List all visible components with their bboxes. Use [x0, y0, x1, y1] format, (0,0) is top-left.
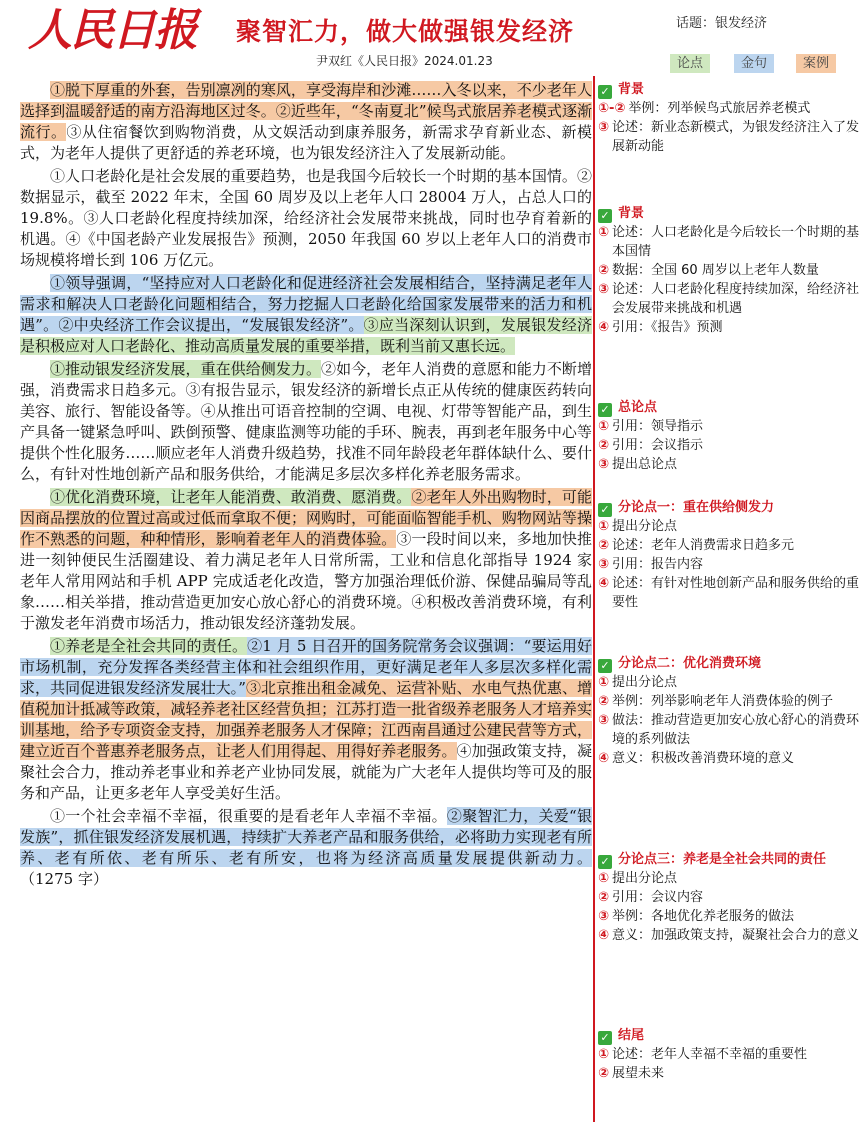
sidebar-item: [598, 926, 860, 945]
divider-line: [593, 76, 595, 1122]
sidebar-item: [598, 749, 860, 768]
sidebar-section: [598, 398, 860, 474]
item-text: 引用：《报告》预测: [612, 320, 723, 335]
item-text: 意义：加强政策支持，凝聚社会合力的意义: [612, 928, 860, 943]
checkmark-icon: ✓: [598, 855, 612, 869]
item-number: ①-②: [598, 101, 626, 116]
text-segment: ②如今，老年人消费的意愿和能力不断增强，消费需求日趋多元。③有报告显示，银发经济的新增长点正从传统的健康医药转向美容、旅行、智能设备等。④从推出可语音控制的空调、电视、灯带等智能产品，到生产具备一键紧急呼叫、跌倒预警、健康监测等功能的手环、腕表，再到老年服务中心等提供个性化服务……顺应老年人消费升级趋势，找准不同年龄段老年群体缺什么、要什么，有针对性地创新产品和服务供给，才能满足多层次多样化养老服务需求。: [20, 360, 592, 483]
sidebar-item: [598, 555, 860, 574]
item-text: 举例：各地优化养老服务的做法: [612, 909, 795, 924]
sidebar-section: [598, 80, 860, 156]
item-number: ②: [598, 263, 610, 278]
sidebar-section: [598, 1026, 860, 1083]
case-highlight: ③北京推出租金减免、运营补贴、水电气热优惠、增值税加计抵减等政策，减轻养老社区经营负担；江苏打造一批省级养老服务人才培养实训基地，给予专项资金支持，加强养老服务人才保障；江西南昌通过公建民营等方式，建立近百个普惠养老服务点，让老人们用得起、用得好养老服务。: [20, 679, 592, 760]
item-number: ③: [598, 713, 610, 728]
sidebar-section-heading: [598, 850, 860, 869]
byline: 尹双红《人民日报》2024.01.23: [316, 54, 493, 68]
article-paragraph: [20, 359, 592, 485]
case-highlight: ①脱下厚重的外套，告别凛冽的寒风，享受海岸和沙滩……入冬以来，不少老年人选择到温暖舒适的南方沿海地区过冬。②近些年，“冬南夏北”候鸟式旅居养老模式逐渐流行。: [20, 81, 592, 141]
sidebar-item: [598, 536, 860, 555]
item-text: 论述：有针对性地创新产品和服务供给的重要性: [612, 576, 860, 610]
sidebar-item: [598, 417, 860, 436]
sidebar-item: [598, 869, 860, 888]
sidebar-item: [598, 118, 860, 156]
item-text: 引用：会议内容: [612, 890, 704, 905]
sidebar-section-heading: [598, 398, 860, 417]
header: [0, 0, 866, 76]
item-number: ②: [598, 438, 610, 453]
text-segment: （1275 字）: [20, 870, 108, 888]
argument-highlight: ①养老是全社会共同的责任。: [50, 637, 248, 655]
item-text: 提出分论点: [612, 675, 678, 690]
checkmark-icon: ✓: [598, 503, 612, 517]
legend-case: 案例: [796, 54, 836, 73]
sidebar-item: [598, 1045, 860, 1064]
legend-argument: 论点: [670, 54, 710, 73]
item-text: 提出分论点: [612, 871, 678, 886]
sidebar-section-title: 背景: [618, 82, 645, 97]
item-number: ③: [598, 909, 610, 924]
item-number: ①: [598, 519, 610, 534]
item-text: 论述：新业态新模式，为银发经济注入了发展新动能: [612, 120, 860, 154]
sidebar-item: [598, 1064, 860, 1083]
item-number: ②: [598, 694, 610, 709]
item-number: ③: [598, 557, 610, 572]
newspaper-logo: 人民日报: [28, 5, 196, 56]
text-segment: ①人口老龄化是社会发展的重要趋势，也是我国今后较长一个时期的基本国情。②数据显示，截至 2022 年末，全国 60 周岁及以上老年人口 28004 万人，占总人口的 19.8%。③人口老龄化程度持续加深，给经济社会发展带来挑战，同时也孕育着新的机遇。④《中国老龄产业发展报告》预测，2050 年我国 60 岁以上老年人口的消费市场规模将增长到 106 万亿元。: [20, 167, 592, 269]
sidebar-item: [598, 318, 860, 337]
item-number: ①: [598, 225, 610, 240]
sidebar-item: [598, 455, 860, 474]
sidebar-section: [598, 654, 860, 768]
item-number: ④: [598, 928, 610, 943]
item-text: 提出总论点: [612, 457, 678, 472]
quote-highlight: ②1 月 5 日召开的国务院常务会议强调：“要运用好市场机制，充分发挥各类经营主体和社会组织作用，更好满足老年人多层次多样化需求，共同促进银发经济发展壮大。”: [20, 637, 592, 697]
sidebar-item: [598, 436, 860, 455]
sidebar-item: [598, 99, 860, 118]
sidebar-section-title: 分论点二：优化消费环境: [618, 656, 762, 671]
legend-quote: 金句: [734, 54, 774, 73]
sidebar-section-title: 背景: [618, 206, 645, 221]
article-paragraph: [20, 80, 592, 164]
item-number: ④: [598, 320, 610, 335]
item-number: ③: [598, 282, 610, 297]
checkmark-icon: ✓: [598, 1031, 612, 1045]
item-text: 做法：推动营造更加安心放心舒心的消费环境的系列做法: [612, 713, 860, 747]
item-number: ④: [598, 576, 610, 591]
item-text: 论述：老年人幸福不幸福的重要性: [612, 1047, 808, 1062]
sidebar-section-title: 结尾: [618, 1028, 645, 1043]
item-number: ①: [598, 1047, 610, 1062]
item-number: ①: [598, 419, 610, 434]
checkmark-icon: ✓: [598, 403, 612, 417]
article-title: 聚智汇力，做大做强银发经济: [236, 17, 575, 46]
item-number: ②: [598, 890, 610, 905]
article-paragraph: [20, 806, 592, 890]
topic-label: 话题：银发经济: [676, 16, 768, 31]
quote-highlight: ②聚智汇力，关爱“银发族”，抓住银发经济发展机遇，持续扩大养老产品和服务供给，必将助力实现老有所养、老有所依、老有所乐、老有所安，也将为经济高质量发展提供新动力。: [20, 807, 592, 867]
sidebar-item: [598, 261, 860, 280]
item-number: ③: [598, 120, 610, 135]
sidebar-item: [598, 711, 860, 749]
item-text: 引用：领导指示: [612, 419, 704, 434]
item-number: ②: [598, 1066, 610, 1081]
item-text: 引用：会议指示: [612, 438, 704, 453]
sidebar-section-heading: [598, 80, 860, 99]
argument-highlight: ①优化消费环境，让老年人能消费、敢消费、愿消费。: [50, 488, 412, 506]
article-paragraph: [20, 487, 592, 634]
argument-highlight: ①推动银发经济发展，重在供给侧发力。: [50, 360, 322, 378]
sidebar-section-heading: [598, 204, 860, 223]
sidebar-section-heading: [598, 1026, 860, 1045]
item-text: 举例：列举候鸟式旅居养老模式: [628, 101, 811, 116]
item-text: 数据：全国 60 周岁以上老年人数量: [612, 263, 819, 278]
checkmark-icon: ✓: [598, 659, 612, 673]
article-paragraph: [20, 166, 592, 271]
item-number: ④: [598, 751, 610, 766]
item-text: 举例：列举影响老年人消费体验的例子: [612, 694, 834, 709]
sidebar-item: [598, 673, 860, 692]
item-number: ①: [598, 675, 610, 690]
sidebar-item: [598, 888, 860, 907]
sidebar-section-title: 分论点三：养老是全社会共同的责任: [618, 852, 827, 867]
sidebar-item: [598, 223, 860, 261]
item-text: 论述：人口老龄化程度持续加深，给经济社会发展带来挑战和机遇: [612, 282, 860, 316]
sidebar-section-heading: [598, 498, 860, 517]
item-text: 提出分论点: [612, 519, 678, 534]
item-number: ②: [598, 538, 610, 553]
item-text: 论述：人口老龄化是今后较长一个时期的基本国情: [612, 225, 860, 259]
text-segment: ①一个社会幸福不幸福，很重要的是看老年人幸福不幸福。: [50, 807, 447, 825]
article-body: [20, 80, 592, 892]
sidebar-section: [598, 850, 860, 945]
sidebar-item: [598, 692, 860, 711]
case-highlight: ②老年人外出购物时，可能因商品摆放的位置过高或过低而拿取不便；网购时，可能面临智能手机、购物网站等操作不熟悉的问题，种种情形，影响着老年人的消费体验。: [20, 488, 592, 548]
text-segment: ④加强政策支持，凝聚社会合力，推动养老事业和养老产业协同发展，就能为广大老年人提供均等可及的服务和产品，让更多老年人享受美好生活。: [20, 742, 592, 802]
sidebar-item: [598, 574, 860, 612]
item-text: 展望未来: [612, 1066, 665, 1081]
sidebar-section: [598, 204, 860, 337]
sidebar-item: [598, 517, 860, 536]
item-text: 论述：老年人消费需求日趋多元: [612, 538, 795, 553]
article-paragraph: [20, 636, 592, 804]
checkmark-icon: ✓: [598, 209, 612, 223]
quote-highlight: ①领导强调，“坚持应对人口老龄化和促进经济社会发展相结合，坚持满足老年人需求和解决人口老龄化问题相结合，努力挖掘人口老龄化给国家发展带来的活力和机遇”。②中央经济工作会议提出，“发展银发经济”。: [20, 274, 592, 334]
checkmark-icon: ✓: [598, 85, 612, 99]
sidebar-section-title: 总论点: [618, 400, 658, 415]
sidebar-item: [598, 280, 860, 318]
argument-highlight: ③应当深刻认识到，发展银发经济是积极应对人口老龄化、推动高质量发展的重要举措，既利当前又惠长远。: [20, 316, 592, 355]
item-number: ①: [598, 871, 610, 886]
text-segment: ③一段时间以来，多地加快推进一刻钟便民生活圈建设、着力满足老年人日常所需，工业和信息化部指导 1924 家老年人常用网站和手机 APP 完成适老化改造，警方加强治理低价游、保健品骗局等乱象……相关举措，推动营造更加安心放心舒心的消费环境。④积极改善消费环境，有利于激发老年消费市场活力，推动银发经济蓬勃发展。: [20, 530, 592, 632]
item-text: 引用：报告内容: [612, 557, 704, 572]
item-text: 意义：积极改善消费环境的意义: [612, 751, 795, 766]
article-paragraph: [20, 273, 592, 357]
text-segment: ③从住宿餐饮到购物消费，从文娱活动到康养服务，新需求孕育新业态、新模式，为老年人提供了更舒适的养老环境，也为银发经济注入了发展新动能。: [20, 123, 592, 162]
sidebar-section-heading: [598, 654, 860, 673]
item-number: ③: [598, 457, 610, 472]
sidebar-item: [598, 907, 860, 926]
sidebar-section-title: 分论点一：重在供给侧发力: [618, 500, 775, 515]
sidebar-section: [598, 498, 860, 612]
